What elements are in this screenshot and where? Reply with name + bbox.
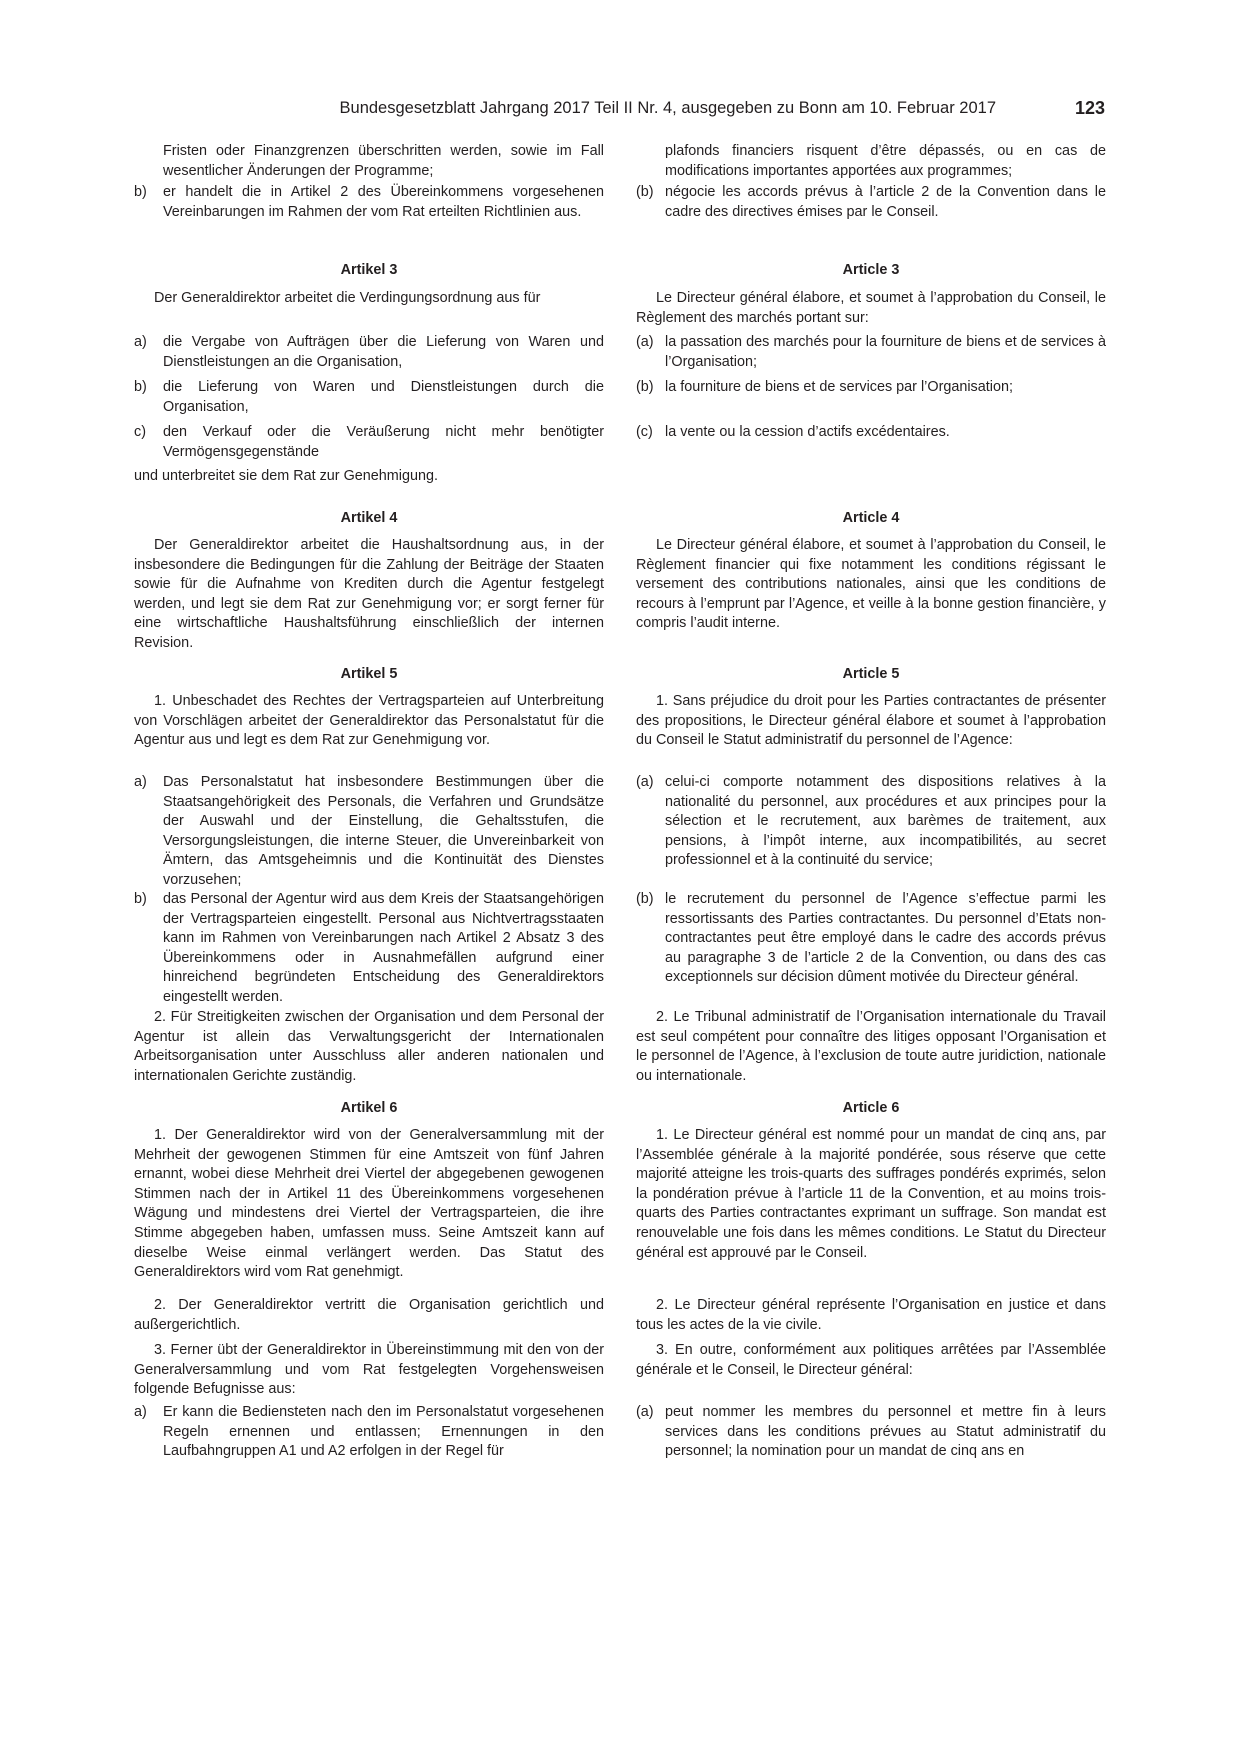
de-continuation: Fristen oder Finanzgrenzen überschritten werden, sowie im Fall wesentlicher Änderungen der Programme; <box>163 143 604 179</box>
de-art5-item-b <box>134 890 604 1008</box>
item-label: c) <box>134 424 146 440</box>
fr-art4-text: Le Directeur général élabore, et soumet à l’approbation du Conseil, le Règlement financier qui fixe notamment les conditions régissant le versement des contributions nationales, ainsi que les conditions de recours à l’emprunt par l’Agence, et veille à la bonne gestion financière, y compris l’audit interne. <box>636 537 1106 632</box>
fr-art3-item-c <box>636 423 1106 443</box>
item-label: (c) <box>636 424 653 440</box>
de-art3-item-a <box>134 333 604 372</box>
item-text: la fourniture de biens et de services par l’Organisation; <box>665 379 1013 395</box>
item-label: (b) <box>636 379 654 395</box>
item-label: a) <box>134 1404 147 1420</box>
item-text: Das Personalstatut hat insbesondere Bestimmungen über die Staatsangehörigkeit des Personals, die Verfahren und Grundsätze der Auswahl und der Einstellung, die Gehaltsstufen, die Versorgungsleistungen, die interne Steuer, die Unvereinbarkeit von Ämtern, das Amtsgeheimnis und die Kontinuität des Dienstes vorzusehen; <box>163 774 604 888</box>
fr-art3-heading: Article 3 <box>842 262 900 278</box>
page-number: 123 <box>1074 98 1105 118</box>
running-title: Bundesgesetzblatt Jahrgang 2017 Teil II Nr. 4, ausgegeben zu Bonn am 10. Februar 2017 <box>339 99 996 117</box>
item-text: celui-ci comporte notamment des dispositions relatives à la nationalité du personnel, aux procédures et aux principes pour la sélection et le recrutement, aux barèmes de traitement, aux pensions, à l’impôt interne, aux incompatibilités, au secret professionnel et à la continuité du service; <box>665 774 1106 869</box>
item-text: le recrutement du personnel de l’Agence s’effectue parmi les ressortissants des Parties contractantes. Du personnel d’Etats non-contractantes peut être employé dans le cadre des accords prévus au paragraphe 3 de l’article 2 de la Convention, ou dans des cas exceptionnels sur décision dûment motivée du Directeur général. <box>665 891 1106 986</box>
fr-art6-heading: Article 6 <box>842 1100 900 1116</box>
de-art5-item-a <box>134 773 604 891</box>
item-text: négocie les accords prévus à l’article 2 de la Convention dans le cadre des directives émises par le Conseil. <box>665 184 1106 220</box>
item-label: (b) <box>636 184 654 200</box>
item-text: peut nommer les membres du personnel et mettre fin à leurs services dans les conditions prévues au Statut administratif du personnel; la nomination pour un mandat de cinq ans en <box>665 1404 1106 1460</box>
item-label: b) <box>134 184 147 200</box>
de-art5-heading: Artikel 5 <box>340 666 398 682</box>
page-header <box>251 99 1117 125</box>
item-label: (a) <box>636 1404 654 1420</box>
de-art3-heading: Artikel 3 <box>340 262 398 278</box>
fr-art4-heading: Article 4 <box>842 510 900 526</box>
de-art3-item-c <box>134 423 604 462</box>
de-art4-text: Der Generaldirektor arbeitet die Haushaltsordnung aus, in der insbesondere die Bedingungen für die Zahlung der Beiträge der Staaten sowie für die Aufnahme von Krediten durch die Agentur festgelegt werden, und legt sie dem Rat zur Genehmigung vor; er sorgt ferner für eine wirtschaftliche Haushaltsführung einschließlich der internen Revision. <box>134 537 604 651</box>
de-art6-item-a <box>134 1403 604 1462</box>
fr-art3-item-a <box>636 333 1106 372</box>
item-text: die Vergabe von Aufträgen über die Lieferung von Waren und Dienstleistungen an die Organisation, <box>163 334 604 370</box>
de-art6-heading: Artikel 6 <box>340 1100 398 1116</box>
de-art4-heading: Artikel 4 <box>340 510 398 526</box>
fr-top-item-b <box>636 183 1106 222</box>
fr-art5-item-b <box>636 890 1106 988</box>
fr-art5-item-a <box>636 773 1106 871</box>
item-label: (a) <box>636 774 654 790</box>
fr-art3-item-b <box>636 378 1106 398</box>
item-text: die Lieferung von Waren und Dienstleistungen durch die Organisation, <box>163 379 604 415</box>
de-art5-p1: 1. Unbeschadet des Rechtes der Vertragsparteien auf Unterbreitung von Vorschlägen arbeitet der Generaldirektor das Personalstatut für die Agentur aus und legt es dem Rat zur Genehmigung vor. <box>134 693 604 749</box>
fr-art5-p1: 1. Sans préjudice du droit pour les Parties contractantes de présenter des propositions, le Directeur général élabore et soumet à l’approbation du Conseil le Statut administratif du personnel de l’Agence: <box>636 693 1106 749</box>
fr-art5-p2: 2. Le Tribunal administratif de l’Organisation internationale du Travail est seul compétent pour connaître des litiges opposant l’Organisation et le personnel de l’Agence, à l’exclusion de toute autre juridiction, nationale ou internationale. <box>636 1009 1106 1084</box>
item-label: b) <box>134 891 147 907</box>
de-art3-intro: Der Generaldirektor arbeitet die Verdingungsordnung aus für <box>154 290 541 306</box>
de-top-item-b <box>134 183 604 222</box>
item-text: das Personal der Agentur wird aus dem Kreis der Staatsangehörigen der Vertragsparteien eingestellt. Personal aus Nichtvertragsstaaten kann im Rahmen von Vereinbarungen nach Artikel 2 Absatz 3 des Übereinkommens oder in Ausnahmefällen aufgrund einer hinreichend begründeten Entscheidung des Generaldirektors eingestellt werden. <box>163 891 604 1005</box>
item-text: Er kann die Bediensteten nach den im Personalstatut vorgesehenen Regeln ernennen und entlassen; Ernennungen in den Laufbahngruppen A1 und A2 erfolgen in der Regel für <box>163 1404 604 1460</box>
item-label: b) <box>134 379 147 395</box>
de-art3-item-b <box>134 378 604 417</box>
fr-art5-heading: Article 5 <box>842 666 900 682</box>
item-label: a) <box>134 774 147 790</box>
de-art6-p1: 1. Der Generaldirektor wird von der Generalversammlung mit der Mehrheit der gewogenen Stimmen für eine Amtszeit von fünf Jahren ernannt, wobei diese Mehrheit drei Viertel der abgegebenen gewogenen Stimmen nach der in Artikel 11 des Übereinkommens vorgesehenen Wägung und mindestens drei Viertel der Vertragsparteien, die ihre Stimme abgegeben haben, umfassen muss. Seine Amtszeit kann auf dieselbe Weise einmal verlängert werden. Das Statut des Generaldirektors wird vom Rat genehmigt. <box>134 1127 604 1281</box>
fr-art6-item-a <box>636 1403 1106 1462</box>
de-art5-p2: 2. Für Streitigkeiten zwischen der Organisation und dem Personal der Agentur ist allein das Verwaltungsgericht der Internationalen Arbeitsorganisation unter Ausschluss aller anderen nationalen und internationalen Gerichte zuständig. <box>134 1009 604 1084</box>
item-label: a) <box>134 334 147 350</box>
item-text: den Verkauf oder die Veräußerung nicht mehr benötigter Vermögensgegenstände <box>163 424 604 460</box>
de-art6-p3: 3. Ferner übt der Generaldirektor in Übereinstimmung mit den von der Generalversammlung und vom Rat festgelegten Vorgehensweisen folgende Befugnisse aus: <box>134 1342 604 1398</box>
de-art3-outro: und unterbreitet sie dem Rat zur Genehmigung. <box>134 468 438 484</box>
fr-art6-p3: 3. En outre, conformément aux politiques arrêtées par l’Assemblée générale et le Conseil, le Directeur général: <box>636 1342 1106 1378</box>
fr-art3-intro: Le Directeur général élabore, et soumet à l’approbation du Conseil, le Règlement des marchés portant sur: <box>636 290 1106 326</box>
item-text: er handelt die in Artikel 2 des Übereinkommens vorgesehenen Vereinbarungen im Rahmen der vom Rat erteilten Richtlinien aus. <box>163 184 604 220</box>
item-label: (a) <box>636 334 654 350</box>
fr-art6-p1: 1. Le Directeur général est nommé pour un mandat de cinq ans, par l’Assemblée générale à la majorité pondérée, sous réserve que cette majorité atteigne les trois-quarts des suffrages pondérés exprimés, selon la pondération prévue à l’article 11 de la Convention, et au moins trois-quarts des Parties contractantes exprimant un suffrage. Son mandat est renouvelable une fois dans les mêmes conditions. Le Statut du Directeur général est approuvé par le Conseil. <box>636 1127 1106 1261</box>
de-art6-p2: 2. Der Generaldirektor vertritt die Organisation gerichtlich und außergerichtlich. <box>134 1297 604 1333</box>
fr-art6-p2: 2. Le Directeur général représente l’Organisation en justice et dans tous les actes de la vie civile. <box>636 1297 1106 1333</box>
item-text: la vente ou la cession d’actifs excédentaires. <box>665 424 950 440</box>
item-text: la passation des marchés pour la fourniture de biens et de services à l’Organisation; <box>665 334 1106 370</box>
fr-continuation: plafonds financiers risquent d’être dépassés, ou en cas de modifications importantes apportées aux programmes; <box>665 143 1106 179</box>
item-label: (b) <box>636 891 654 907</box>
